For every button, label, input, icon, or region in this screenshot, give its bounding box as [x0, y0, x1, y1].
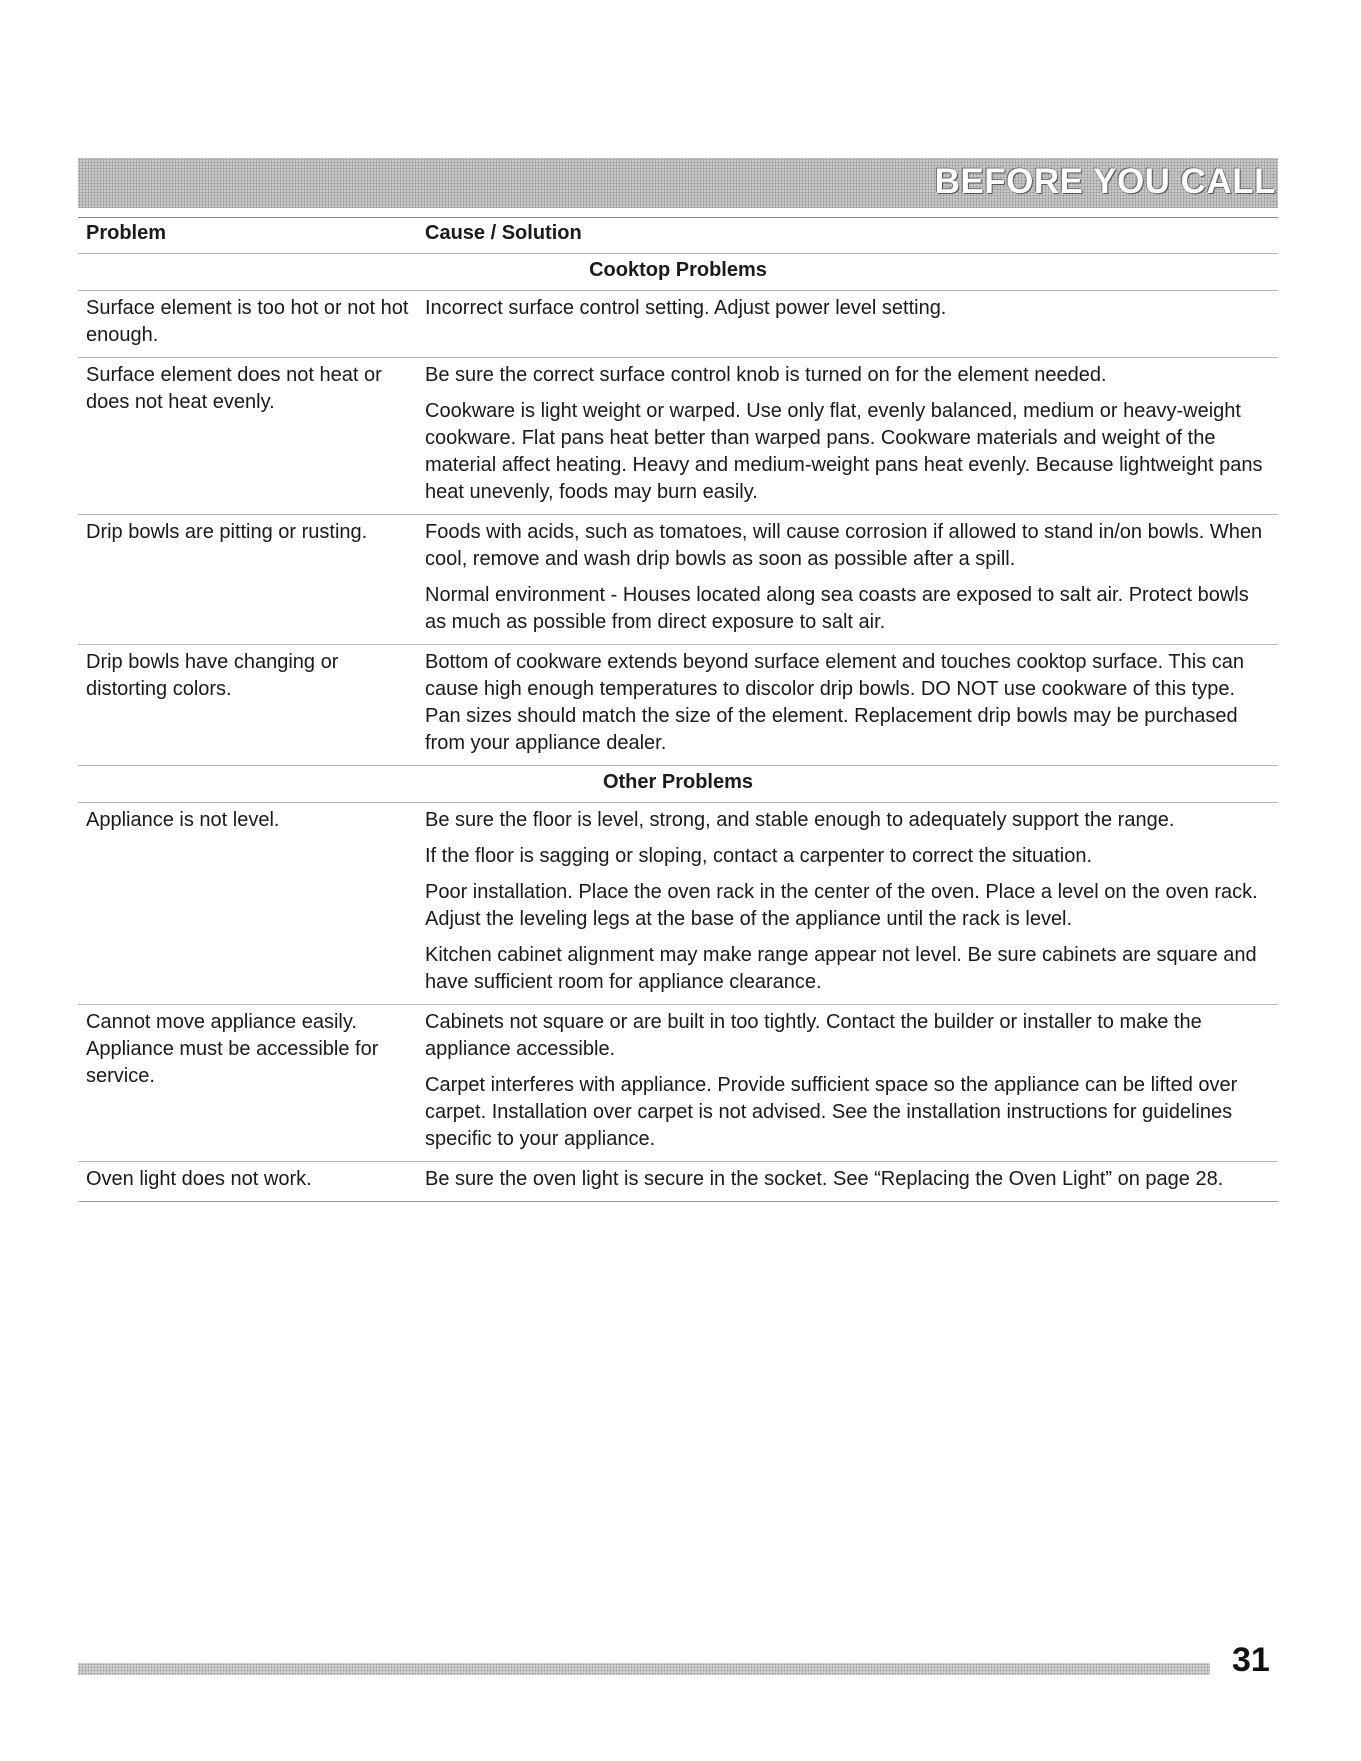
table-row — [78, 802, 1278, 1004]
solution-text: Bottom of cookware extends beyond surface element and touches cooktop surface. This can cause high enough temperatures to discolor drip bowls. DO NOT use cookware of this type. Pan sizes should match the size of the element. Replacement drip bowls may be purchased from your appliance dealer. — [425, 651, 1244, 754]
solution-text: If the floor is sagging or sloping, contact a carpenter to correct the situation. — [425, 845, 1093, 867]
table-bottom-rule — [78, 1201, 1278, 1202]
problem-cell: Surface element is too hot or not hot enough. — [86, 297, 409, 346]
troubleshooting-table — [78, 217, 1278, 1202]
solution-cell — [425, 291, 1278, 357]
problem-cell: Drip bowls have changing or distorting colors. — [86, 651, 339, 700]
solution-text: Be sure the correct surface control knob is turned on for the element needed. — [425, 364, 1107, 386]
section-heading: Other Problems — [78, 765, 1278, 802]
title-banner — [78, 158, 1278, 208]
problem-cell: Surface element does not heat or does not heat evenly. — [86, 364, 382, 413]
column-header-problem: Problem — [86, 222, 167, 244]
solution-text: Cabinets not square or are built in too tightly. Contact the builder or installer to make the appliance accessible. — [425, 1011, 1202, 1060]
solution-text: Poor installation. Place the oven rack in the center of the oven. Place a level on the oven rack. Adjust the leveling legs at the base of the appliance until the rack is level. — [425, 881, 1258, 930]
solution-cell — [425, 1005, 1278, 1161]
solution-text: Cookware is light weight or warped. Use only flat, evenly balanced, medium or heavy-weight cookware. Flat pans heat better than warped pans. Cookware materials and weight of the material affect heating. Heavy and medium-weight pans heat evenly. Because lightweight pans heat unevenly, foods may burn easily. — [425, 400, 1263, 503]
solution-cell — [425, 1162, 1278, 1201]
page-number: 31 — [1232, 1641, 1270, 1679]
solution-text: Carpet interferes with appliance. Provide sufficient space so the appliance can be lifted over carpet. Installation over carpet is not advised. See the installation instructions for guidelines specific to your appliance. — [425, 1074, 1238, 1150]
table-row — [78, 514, 1278, 644]
solution-text: Foods with acids, such as tomatoes, will cause corrosion if allowed to stand in/on bowls. When cool, remove and wash drip bowls as soon as possible after a spill. — [425, 521, 1263, 570]
solution-text: Kitchen cabinet alignment may make range appear not level. Be sure cabinets are square and have sufficient room for appliance clearance. — [425, 944, 1257, 993]
section-heading: Cooktop Problems — [78, 253, 1278, 290]
page-title: BEFORE YOU CALL — [934, 162, 1276, 201]
table-row — [78, 1161, 1278, 1201]
solution-cell — [425, 803, 1278, 1004]
footer-band — [78, 1663, 1210, 1675]
solution-text: Be sure the floor is level, strong, and stable enough to adequately support the range. — [425, 809, 1175, 831]
solution-text: Normal environment - Houses located along sea coasts are exposed to salt air. Protect bowls as much as possible from direct exposure to salt air. — [425, 584, 1249, 633]
solution-text: Incorrect surface control setting. Adjust power level setting. — [425, 297, 947, 319]
problem-cell: Appliance is not level. — [86, 809, 280, 831]
table-row — [78, 357, 1278, 514]
table-row — [78, 1004, 1278, 1161]
problem-cell: Cannot move appliance easily. Appliance must be accessible for service. — [86, 1011, 379, 1087]
problem-cell: Oven light does not work. — [86, 1168, 312, 1190]
solution-text: Be sure the oven light is secure in the socket. See “Replacing the Oven Light” on page 28. — [425, 1168, 1224, 1190]
table-row — [78, 644, 1278, 765]
table-header — [78, 217, 1278, 253]
solution-cell — [425, 358, 1278, 514]
problem-cell: Drip bowls are pitting or rusting. — [86, 521, 368, 543]
solution-cell — [425, 645, 1278, 765]
solution-cell — [425, 515, 1278, 644]
table-row — [78, 290, 1278, 357]
column-header-solution: Cause / Solution — [425, 222, 582, 244]
